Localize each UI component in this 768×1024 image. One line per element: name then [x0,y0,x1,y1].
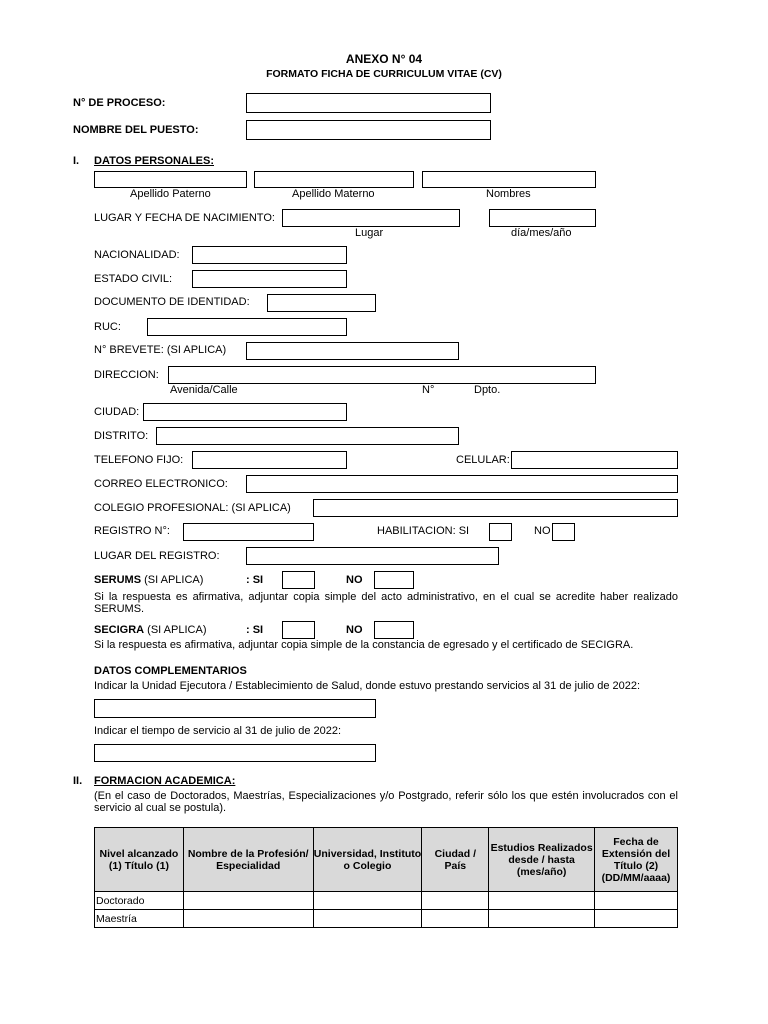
col-profesion-header: Nombre de la Profesión/ Especialidad [183,828,313,892]
serums-si-label: : SI [246,574,264,586]
row-label-doctorado: Doctorado [95,892,184,910]
serums-label-rest: (SI APLICA) [141,574,204,586]
col-universidad-header: Universidad, Instituto o Colegio [313,828,422,892]
ciudad-label: CIUDAD: [94,406,140,418]
avenida-caption: Avenida/Calle [170,384,238,396]
table-cell[interactable] [422,892,489,910]
serums-label [94,574,203,587]
fecha-nacimiento-field[interactable] [489,209,596,227]
formacion-academica-table [94,827,678,928]
puesto-field[interactable] [246,120,491,140]
serums-no-label: NO [346,574,363,586]
unidad-label: Indicar la Unidad Ejecutora / Establecimiento de Salud, donde estuvo prestando servicios al 31 de julio de 2022: [94,680,641,692]
habilitacion-si-box[interactable] [489,523,512,541]
numero-caption: N° [422,384,435,396]
tiempo-field[interactable] [94,744,376,762]
table-cell[interactable] [489,892,595,910]
document-title: ANEXO N° 04 [345,52,423,66]
habilitacion-no-label: NO [534,525,551,537]
section-2-number: II. [73,775,83,787]
section-2-title: FORMACION ACADEMICA: [94,775,236,787]
table-row [95,910,678,928]
serums-note: Si la respuesta es afirmativa, adjuntar copia simple del acto administrativo, en el cual se acredite haber realizado SERUMS. [94,591,678,615]
secigra-no-label: NO [346,624,363,636]
correo-label: CORREO ELECTRONICO: [94,478,228,490]
celular-label: CELULAR: [456,454,510,466]
apellido-paterno-caption: Apellido Paterno [130,188,211,200]
complementarios-title: DATOS COMPLEMENTARIOS [94,665,247,677]
secigra-si-label: : SI [246,624,264,636]
col-ciudad-header: Ciudad / País [422,828,489,892]
section-1-title: DATOS PERSONALES: [94,155,214,167]
col-fecha-header: Fecha de Extensión del Título (2) (DD/MM/aaaa) [595,828,678,892]
ciudad-field[interactable] [143,403,347,421]
apellido-materno-field[interactable] [254,171,414,188]
celular-field[interactable] [511,451,678,469]
table-cell[interactable] [313,892,422,910]
puesto-label: NOMBRE DEL PUESTO: [73,124,199,136]
habilitacion-label: HABILITACION: SI [377,525,470,537]
table-cell[interactable] [183,910,313,928]
proceso-label: N° DE PROCESO: [73,97,166,109]
tiempo-label: Indicar el tiempo de servicio al 31 de julio de 2022: [94,725,342,737]
habilitacion-no-box[interactable] [552,523,575,541]
serums-no-box[interactable] [374,571,414,589]
distrito-field[interactable] [156,427,459,445]
lugar-nacimiento-field[interactable] [282,209,460,227]
brevete-label: N° BREVETE: (SI APLICA) [94,344,227,356]
apellido-paterno-field[interactable] [94,171,247,188]
secigra-note: Si la respuesta es afirmativa, adjuntar copia simple de la constancia de egresado y el certificado de SECIGRA. [94,639,634,651]
registro-label: REGISTRO N°: [94,525,170,537]
serums-label-bold: SERUMS [94,574,142,586]
apellido-materno-caption: Apellido Materno [292,188,375,200]
lugar-registro-field[interactable] [246,547,499,565]
table-cell[interactable] [183,892,313,910]
table-cell[interactable] [313,910,422,928]
secigra-si-box[interactable] [282,621,315,639]
secigra-no-box[interactable] [374,621,414,639]
distrito-label: DISTRITO: [94,430,149,442]
serums-si-box[interactable] [282,571,315,589]
row-label-maestria: Maestría [95,910,184,928]
nombres-caption: Nombres [486,188,531,200]
secigra-label-bold: SECIGRA [94,624,145,636]
secigra-label [94,624,206,637]
lugar-fecha-label: LUGAR Y FECHA DE NACIMIENTO: [94,212,275,224]
table-cell[interactable] [422,910,489,928]
nacionalidad-label: NACIONALIDAD: [94,249,180,261]
nacionalidad-field[interactable] [192,246,347,264]
brevete-field[interactable] [246,342,459,360]
registro-field[interactable] [183,523,314,541]
documento-field[interactable] [267,294,376,312]
ruc-label: RUC: [94,321,121,333]
dpto-caption: Dpto. [474,384,501,396]
document-subtitle: FORMATO FICHA DE CURRICULUM VITAE (CV) [266,68,502,80]
table-row [95,892,678,910]
documento-label: DOCUMENTO DE IDENTIDAD: [94,296,250,308]
lugar-caption: Lugar [355,227,384,239]
direccion-label: DIRECCION: [94,369,159,381]
col-nivel-header: Nivel alcanzado (1) Título (1) [95,828,184,892]
section-1-number: I. [73,155,80,167]
estado-civil-label: ESTADO CIVIL: [94,273,173,285]
colegio-label: COLEGIO PROFESIONAL: (SI APLICA) [94,502,291,514]
table-cell[interactable] [595,910,678,928]
lugar-registro-label: LUGAR DEL REGISTRO: [94,550,220,562]
ruc-field[interactable] [147,318,347,336]
col-estudios-header: Estudios Realizados desde / hasta (mes/año) [489,828,595,892]
table-cell[interactable] [489,910,595,928]
proceso-field[interactable] [246,93,491,113]
table-cell[interactable] [595,892,678,910]
direccion-field[interactable] [168,366,596,384]
section-2-note: (En el caso de Doctorados, Maestrías, Especializaciones y/o Postgrado, referir sólo los que estén involucrados con el servicio al cual se postula). [94,790,678,814]
colegio-field[interactable] [313,499,678,517]
estado-civil-field[interactable] [192,270,347,288]
unidad-field[interactable] [94,699,376,718]
correo-field[interactable] [246,475,678,493]
secigra-label-rest: (SI APLICA) [144,624,207,636]
fecha-caption: día/mes/año [511,227,572,239]
telefono-label: TELEFONO FIJO: [94,454,184,466]
nombres-field[interactable] [422,171,596,188]
telefono-field[interactable] [192,451,347,469]
